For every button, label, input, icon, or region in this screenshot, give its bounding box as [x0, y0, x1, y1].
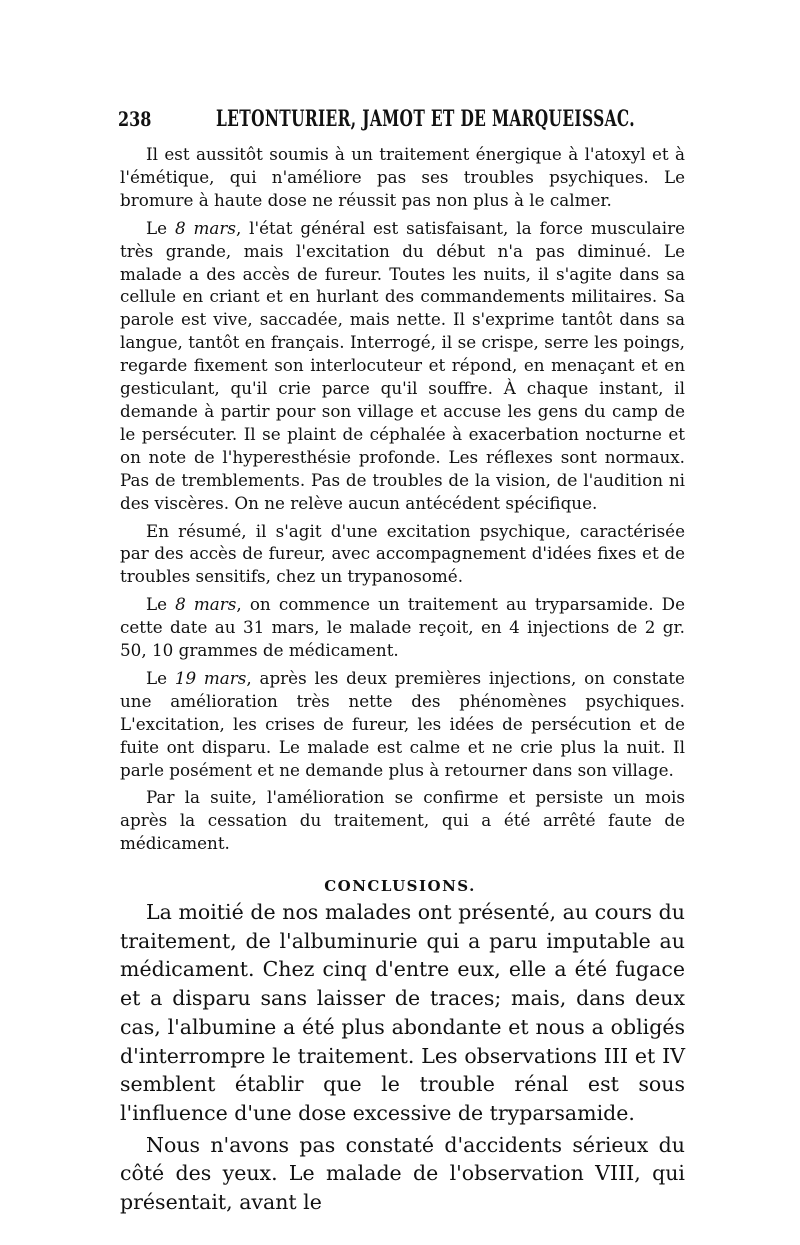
observation-text — [120, 143, 685, 855]
section-heading: CONCLUSIONS. — [324, 877, 476, 895]
paragraph: Le 8 mars, on commence un traitement au tryparsamide. De cette date au 31 mars, le malade reçoit, en 4 injections de 2 gr. 50, 10 grammes de médicament. — [120, 594, 685, 661]
conclusions-text — [120, 898, 685, 1217]
paragraph: Le 8 mars, l'état général est satisfaisant, la force musculaire très grande, mais l'excitation du début n'a pas diminué. Le malade a des accès de fureur. Toutes les nuits, il s'agite dans sa cellule en criant et en hurlant des commandements militaires. Sa parole est vive, saccadée, mais nette. Il s'exprime tantôt dans sa langue, tantôt en français. Interrogé, il se crispe, serre les poings, regarde fixement son interlocuteur et répond, en menaçant et en gesticulant, qu'il crie parce qu'il souffre. À chaque instant, il demande à partir pour son village et accuse les gens du camp de le persécuter. Il se plaint de céphalée à exacerbation nocturne et on note de l'hyperesthésie profonde. Les réflexes sont normaux. Pas de tremblements. Pas de troubles de la vision, de l'audition ni des viscères. On ne relève aucun antécédent spécifique. — [120, 217, 685, 513]
paragraph: La moitié de nos malades ont présenté, au cours du traitement, de l'albuminurie qui a paru imputable au médicament. Chez cinq d'entre eux, elle a été fugace et a disparu sans laisser de traces; mais, dans deux cas, l'albumine a été plus abondante et nous a obligés d'interrompre le traitement. Les observations III et IV semblent établir que le trouble rénal est sous l'influence d'une dose excessive de tryparsamide. — [120, 900, 685, 1125]
date-emphasis: 8 mars — [175, 594, 237, 615]
paragraph: En résumé, il s'agit d'une excitation psychique, caractérisée par des accès de fureur, avec accompagnement d'idées fixes et de troubles sensitifs, chez un trypanosomé. — [120, 520, 685, 587]
date-emphasis: 19 mars — [174, 667, 247, 688]
page-number: 238 — [118, 107, 152, 131]
running-head: LETONTURIER, JAMOT ET DE MARQUEISSAC. — [216, 106, 635, 132]
page-header — [116, 106, 692, 136]
paragraph: Nous n'avons pas constaté d'accidents sérieux du côté des yeux. Le malade de l'observation VIII, qui présentait, avant le — [120, 1132, 685, 1215]
paragraph: Il est aussitôt soumis à un traitement énergique à l'atoxyl et à l'émétique, qui n'améliore pas ses troubles psychiques. Le bromure à haute dose ne réussit pas non plus à le calmer. — [120, 144, 685, 210]
date-emphasis: 8 mars — [174, 217, 236, 238]
paragraph: Par la suite, l'amélioration se confirme et persiste un mois après la cessation du traitement, qui a été arrêté faute de médicament. — [120, 787, 685, 854]
paragraph: Le 19 mars, après les deux premières injections, on constate une amélioration très nette des phénomènes psychiques. L'excitation, les crises de fureur, les idées de persécution et de fuite ont disparu. Le malade est calme et ne crie plus la nuit. Il parle posément et ne demande plus à retourner dans son village. — [120, 667, 685, 780]
